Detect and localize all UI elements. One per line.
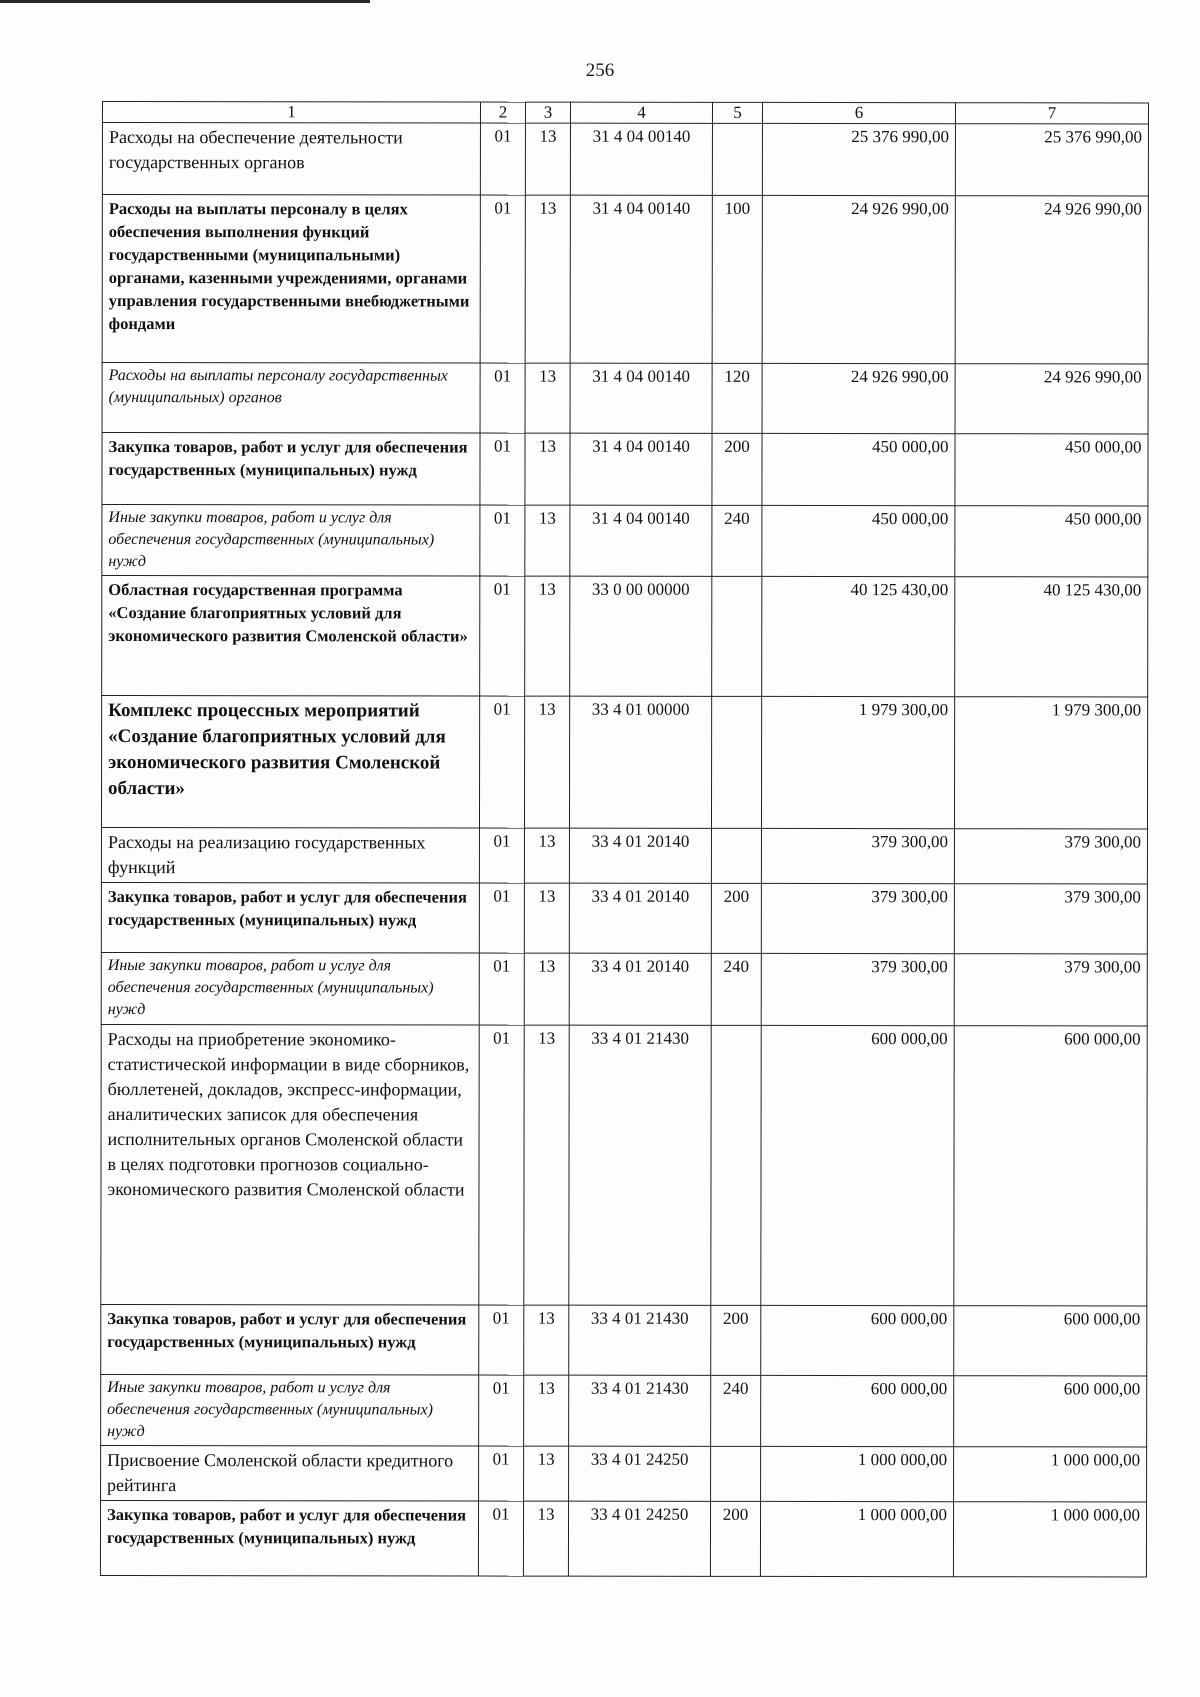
expense-name: Иные закупки товаров, работ и услуг для обеспечения государственных (муниципальных) нужд bbox=[102, 505, 480, 577]
target-article-code: 31 4 04 00140 bbox=[570, 123, 712, 195]
amount-col-6: 25 376 990,00 bbox=[762, 123, 955, 195]
section-code: 01 bbox=[479, 696, 524, 828]
header-col-3: 3 bbox=[525, 102, 570, 123]
section-code: 01 bbox=[480, 433, 525, 505]
amount-col-6: 379 300,00 bbox=[761, 828, 954, 883]
subsection-code: 13 bbox=[525, 363, 570, 433]
target-article-code: 33 4 01 20140 bbox=[569, 828, 711, 883]
header-col-4: 4 bbox=[570, 102, 712, 123]
expense-type-code bbox=[711, 696, 761, 828]
target-article-code: 31 4 04 00140 bbox=[570, 195, 712, 363]
expense-type-code: 200 bbox=[711, 883, 761, 953]
section-code: 01 bbox=[479, 883, 524, 953]
amount-col-7: 40 125 430,00 bbox=[955, 577, 1148, 697]
expense-name: Областная государственная программа «Создание благоприятных условий для экономического развития Смоленской области» bbox=[102, 576, 480, 697]
expense-type-code: 240 bbox=[711, 1375, 761, 1446]
section-code: 01 bbox=[480, 123, 525, 195]
expense-name: Иные закупки товаров, работ и услуг для обеспечения государственных (муниципальных) нужд bbox=[101, 952, 479, 1025]
amount-col-6: 24 926 990,00 bbox=[762, 195, 955, 363]
target-article-code: 33 4 01 21430 bbox=[569, 1025, 711, 1305]
page-number: 256 bbox=[585, 60, 615, 81]
amount-col-7: 379 300,00 bbox=[954, 884, 1147, 954]
expense-type-code: 120 bbox=[712, 363, 762, 433]
table-row bbox=[102, 195, 1148, 364]
table-row bbox=[100, 1500, 1146, 1576]
amount-col-7: 24 926 990,00 bbox=[955, 364, 1148, 434]
expense-name: Расходы на обеспечение деятельности государственных органов bbox=[102, 123, 480, 196]
table-row bbox=[101, 1304, 1147, 1375]
expense-type-code bbox=[711, 1446, 761, 1501]
expense-type-code bbox=[711, 1025, 761, 1305]
expense-type-code: 240 bbox=[712, 505, 762, 576]
table-row bbox=[101, 828, 1147, 884]
header-col-6: 6 bbox=[762, 102, 955, 123]
header-col-1: 1 bbox=[102, 102, 480, 124]
expense-type-code bbox=[711, 828, 761, 883]
section-code: 01 bbox=[479, 953, 524, 1025]
header-col-7: 7 bbox=[955, 103, 1148, 124]
target-article-code: 31 4 04 00140 bbox=[570, 433, 712, 505]
amount-col-6: 450 000,00 bbox=[762, 433, 955, 505]
table-row bbox=[102, 123, 1148, 196]
subsection-code: 13 bbox=[524, 696, 569, 828]
expense-name: Иные закупки товаров, работ и услуг для обеспечения государственных (муниципальных) нужд bbox=[101, 1374, 479, 1446]
subsection-code: 13 bbox=[525, 433, 570, 505]
table-row bbox=[102, 505, 1148, 577]
table-row bbox=[101, 952, 1147, 1025]
expense-name: Закупка товаров, работ и услуг для обеспечения государственных (муниципальных) нужд bbox=[102, 433, 480, 506]
expense-type-code: 200 bbox=[711, 1305, 761, 1375]
amount-col-7: 1 979 300,00 bbox=[954, 697, 1147, 829]
target-article-code: 31 4 04 00140 bbox=[570, 505, 712, 576]
amount-col-7: 450 000,00 bbox=[955, 506, 1148, 577]
amount-col-7: 450 000,00 bbox=[955, 434, 1148, 506]
scan-border-mark bbox=[0, 0, 370, 3]
expense-type-code: 240 bbox=[711, 953, 761, 1025]
amount-col-6: 600 000,00 bbox=[761, 1025, 954, 1305]
amount-col-6: 600 000,00 bbox=[761, 1305, 954, 1375]
expense-name: Расходы на выплаты персоналу государственных (муниципальных) органов bbox=[102, 363, 480, 434]
target-article-code: 33 4 01 20140 bbox=[569, 953, 711, 1025]
section-code: 01 bbox=[479, 1305, 524, 1375]
amount-col-6: 1 979 300,00 bbox=[761, 696, 954, 828]
expense-type-code bbox=[712, 123, 762, 195]
section-code: 01 bbox=[480, 576, 525, 696]
section-code: 01 bbox=[479, 828, 524, 883]
table-row bbox=[101, 1374, 1147, 1446]
expense-name: Расходы на приобретение экономико-статистической информации в виде сборников, бюллетеней, докладов, экспресс-информации, аналитических записок для обеспечения исполнительных органов Смоленской области в целях подготовки прогнозов социально-экономического развития Смоленской области bbox=[101, 1024, 479, 1305]
amount-col-7: 379 300,00 bbox=[954, 829, 1147, 884]
amount-col-7: 600 000,00 bbox=[954, 1376, 1147, 1447]
target-article-code: 33 4 01 21430 bbox=[569, 1305, 711, 1375]
subsection-code: 13 bbox=[524, 883, 569, 953]
header-row bbox=[102, 102, 1148, 124]
table-body bbox=[100, 123, 1148, 1577]
expense-name: Закупка товаров, работ и услуг для обеспечения государственных (муниципальных) нужд bbox=[101, 1304, 479, 1375]
subsection-code: 13 bbox=[524, 828, 569, 883]
amount-col-7: 379 300,00 bbox=[954, 954, 1147, 1026]
amount-col-7: 1 000 000,00 bbox=[954, 1447, 1147, 1502]
subsection-code: 13 bbox=[524, 953, 569, 1025]
amount-col-7: 24 926 990,00 bbox=[955, 196, 1148, 364]
subsection-code: 13 bbox=[524, 1446, 569, 1501]
target-article-code: 33 0 00 00000 bbox=[570, 576, 712, 696]
table-row bbox=[101, 1024, 1147, 1305]
table-row bbox=[102, 576, 1148, 697]
table-row bbox=[102, 363, 1148, 434]
amount-col-6: 600 000,00 bbox=[761, 1375, 954, 1446]
section-code: 01 bbox=[480, 363, 525, 433]
amount-col-6: 24 926 990,00 bbox=[762, 363, 955, 433]
subsection-code: 13 bbox=[524, 1305, 569, 1375]
target-article-code: 31 4 04 00140 bbox=[570, 363, 712, 433]
table-row bbox=[101, 696, 1147, 829]
target-article-code: 33 4 01 24250 bbox=[569, 1446, 711, 1501]
amount-col-6: 379 300,00 bbox=[761, 883, 954, 953]
amount-col-7: 600 000,00 bbox=[954, 1026, 1147, 1306]
amount-col-7: 1 000 000,00 bbox=[953, 1502, 1146, 1577]
section-code: 01 bbox=[480, 195, 525, 363]
section-code: 01 bbox=[480, 505, 525, 576]
amount-col-7: 600 000,00 bbox=[954, 1306, 1147, 1376]
expense-name: Закупка товаров, работ и услуг для обеспечения государственных (муниципальных) нужд bbox=[100, 1500, 478, 1576]
table-row bbox=[101, 882, 1147, 953]
table-row bbox=[102, 433, 1148, 506]
target-article-code: 33 4 01 21430 bbox=[569, 1375, 711, 1446]
amount-col-6: 1 000 000,00 bbox=[761, 1446, 954, 1501]
target-article-code: 33 4 01 20140 bbox=[569, 883, 711, 953]
expense-name: Комплекс процессных мероприятий «Создание благоприятных условий для экономического развития Смоленской области» bbox=[101, 696, 479, 829]
expense-name: Расходы на выплаты персоналу в целях обеспечения выполнения функций государственными (муниципальными) органами, казенными учреждениями, органами управления государственными внебюджетными фондами bbox=[102, 195, 480, 364]
budget-table bbox=[100, 101, 1149, 1577]
subsection-code: 13 bbox=[524, 1375, 569, 1446]
header-col-2: 2 bbox=[480, 102, 525, 123]
amount-col-6: 1 000 000,00 bbox=[760, 1501, 953, 1576]
subsection-code: 13 bbox=[525, 576, 570, 696]
expense-name: Расходы на реализацию государственных функций bbox=[101, 828, 479, 884]
expense-name: Закупка товаров, работ и услуг для обеспечения государственных (муниципальных) нужд bbox=[101, 882, 479, 953]
expense-type-code bbox=[712, 576, 762, 696]
section-code: 01 bbox=[479, 1375, 524, 1446]
section-code: 01 bbox=[478, 1501, 523, 1576]
amount-col-6: 379 300,00 bbox=[761, 953, 954, 1025]
expense-type-code: 200 bbox=[712, 433, 762, 505]
subsection-code: 13 bbox=[525, 195, 570, 363]
amount-col-7: 25 376 990,00 bbox=[955, 124, 1148, 196]
amount-col-6: 40 125 430,00 bbox=[762, 576, 955, 696]
amount-col-6: 450 000,00 bbox=[762, 505, 955, 576]
target-article-code: 33 4 01 24250 bbox=[568, 1501, 710, 1576]
table-row bbox=[101, 1445, 1147, 1501]
section-code: 01 bbox=[479, 1025, 524, 1305]
header-col-5: 5 bbox=[712, 102, 762, 123]
expense-type-code: 200 bbox=[710, 1501, 760, 1576]
section-code: 01 bbox=[479, 1446, 524, 1501]
expense-name: Присвоение Смоленской области кредитного рейтинга bbox=[101, 1445, 479, 1501]
subsection-code: 13 bbox=[525, 123, 570, 195]
subsection-code: 13 bbox=[525, 505, 570, 576]
expense-type-code: 100 bbox=[712, 195, 762, 363]
target-article-code: 33 4 01 00000 bbox=[569, 696, 711, 828]
subsection-code: 13 bbox=[523, 1501, 568, 1576]
subsection-code: 13 bbox=[524, 1025, 569, 1305]
